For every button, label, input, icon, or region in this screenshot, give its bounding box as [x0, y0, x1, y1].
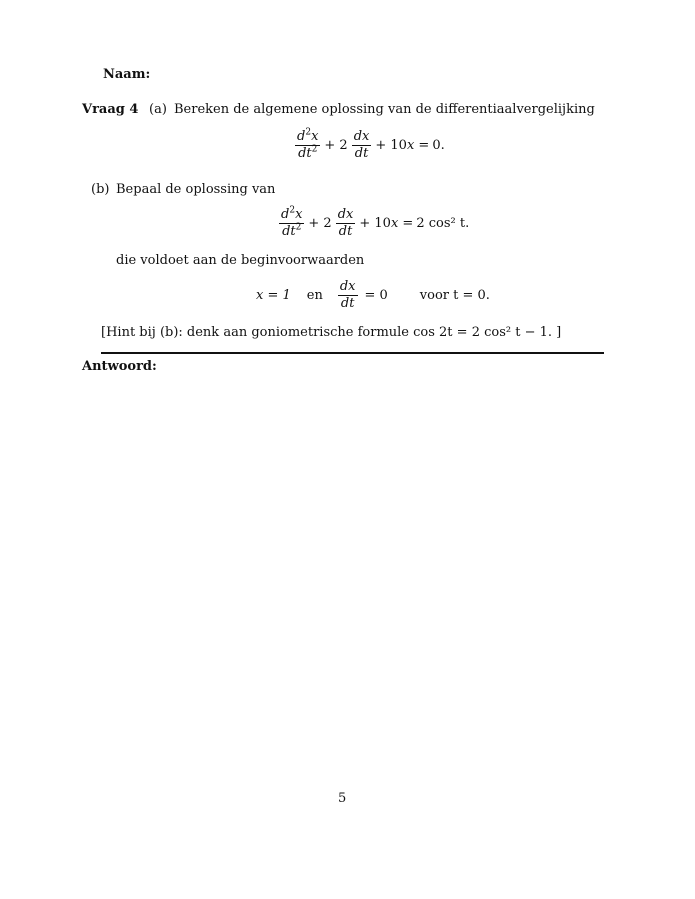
condition-intro: die voldoet aan de beginvoorwaarden	[116, 253, 365, 268]
dx-dt-fraction: $\frac{dx}{dt}$	[353, 129, 370, 161]
part-b-tag: (b)	[91, 182, 110, 197]
page-number: 5	[338, 791, 347, 806]
condition-voor: voor t = 0.	[419, 287, 490, 303]
question-number: Vraag 4	[82, 102, 139, 117]
part-a-tag: (a)	[149, 102, 167, 117]
initial-conditions	[256, 280, 490, 310]
name-label: Naam:	[103, 67, 151, 82]
equation-a: $\frac{d^2x}{dt^2}$ + 2 $\frac{dx}{dt}$ + 10x = 0.	[297, 127, 445, 161]
separator-line	[101, 352, 604, 354]
hint: [Hint bij (b): denk aan goniometrische formule cos 2t = 2 cos² t − 1. ]	[101, 325, 562, 340]
dx-dt-fraction: $\frac{dx}{dt}$	[337, 207, 354, 239]
equation-a-rhs: 0.	[432, 137, 445, 153]
d2x-dt2-fraction: $\frac{d^2x}{dt^2}$	[281, 205, 303, 239]
equation-b: $\frac{d^2x}{dt^2}$ + 2 $\frac{dx}{dt}$ + 10x = 2 cos² t.	[281, 205, 470, 239]
answer-label: Antwoord:	[82, 359, 157, 374]
condition-en: en	[306, 287, 323, 303]
condition-rhs: = 0	[364, 287, 388, 303]
dx-dt-fraction: $\frac{dx}{dt}$	[339, 279, 356, 311]
equation-b-rhs: 2 cos² t.	[416, 215, 470, 231]
d2x-dt2-fraction: $\frac{d^2x}{dt^2}$	[297, 127, 319, 161]
part-a-instruction: Bereken de algemene oplossing van de differentiaalvergelijking	[174, 102, 595, 117]
condition-x: x = 1	[256, 287, 291, 303]
part-b-instruction: Bepaal de oplossing van	[116, 182, 276, 197]
